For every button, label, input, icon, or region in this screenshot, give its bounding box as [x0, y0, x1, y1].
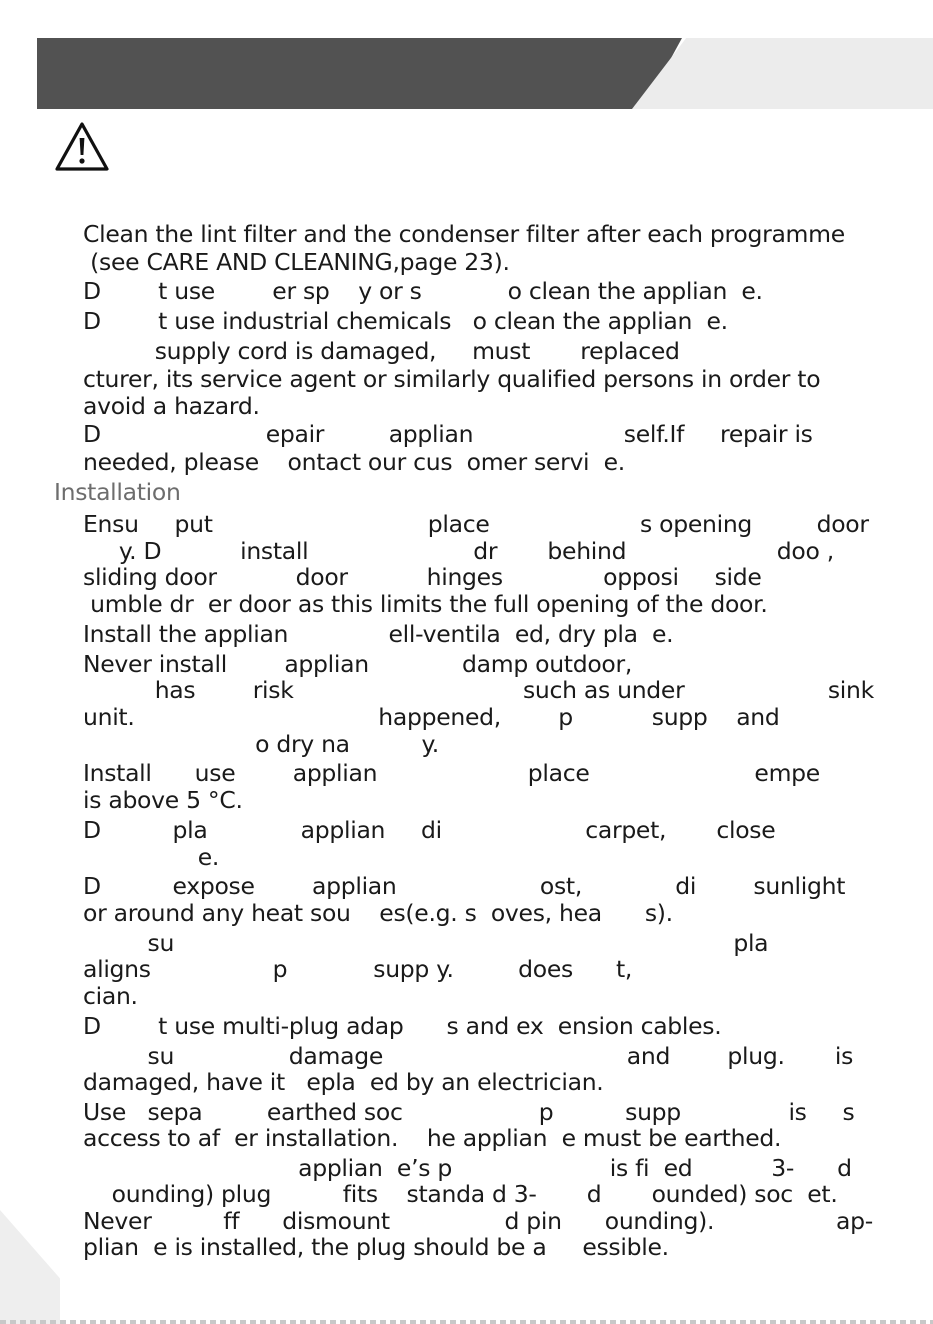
text-line: plian e is installed, the plug should be a essible.: [83, 1233, 669, 1261]
text-line: avoid a hazard.: [83, 392, 260, 420]
text-line: Never ff dismount d pin ounding). ap-: [83, 1207, 873, 1235]
text-line: Never install applian damp outdoor,: [83, 650, 633, 678]
text-line: sliding door door hinges opposi side: [83, 563, 762, 591]
text-line: or around any heat sou es(e.g. s oves, hea s).: [83, 899, 673, 927]
text-line: Install use applian place empe: [83, 759, 820, 787]
text-line: umble dr er door as this limits the full opening of the door.: [83, 590, 768, 618]
text-line: damaged, have it epla ed by an electrician.: [83, 1068, 604, 1096]
text-line: Install the applian ell-ventila ed, dry pla e.: [83, 620, 674, 648]
text-line: has risk such as under sink: [83, 676, 874, 704]
text-line: D t use multi-plug adap s and ex ension cables.: [83, 1012, 722, 1040]
text-line: Clean the lint filter and the condenser filter after each programme: [83, 220, 845, 248]
text-line: D t use er sp y or s o clean the applian e.: [83, 277, 763, 305]
header-tab: [632, 38, 933, 109]
text-line: e.: [83, 843, 220, 871]
text-line: su damage and plug. is: [83, 1042, 854, 1070]
text-line: is above 5 °C.: [83, 786, 243, 814]
text-line: cturer, its service agent or similarly qualified persons in order to: [83, 365, 821, 393]
text-line: D epair applian self.If repair is: [83, 420, 813, 448]
text-line: D pla applian di carpet, close: [83, 816, 776, 844]
text-line: access to af er installation. he applian e must be earthed.: [83, 1124, 782, 1152]
text-line: ounding) plug fits standa d 3- d ounded) soc et.: [83, 1180, 838, 1208]
text-line: o dry na y.: [83, 730, 439, 758]
text-line: Use sepa earthed soc p supp is s: [83, 1098, 855, 1126]
section-heading: Installation: [54, 478, 181, 506]
text-line: D expose applian ost, di sunlight: [83, 872, 846, 900]
text-line: su pla: [83, 929, 769, 957]
text-line: applian e’s p is fi ed 3- d: [83, 1154, 852, 1182]
text-line: D t use industrial chemicals o clean the applian e.: [83, 307, 728, 335]
text-line: Ensu put place s opening door: [83, 510, 869, 538]
text-line: supply cord is damaged, must replaced: [83, 337, 680, 365]
text-line: unit. happened, p supp and: [83, 703, 780, 731]
warning-icon: [54, 121, 110, 173]
corner-tab: [0, 1210, 60, 1324]
page-footer-line: [0, 1320, 933, 1324]
header-bar: [37, 38, 682, 109]
text-line: (see CARE AND CLEANING,page 23).: [83, 248, 510, 276]
text-line: aligns p supp y. does t,: [83, 955, 633, 983]
text-line: y. D install dr behind doo ,: [83, 537, 834, 565]
text-line: needed, please ontact our cus omer servi e.: [83, 448, 625, 476]
text-line: cian.: [83, 982, 138, 1010]
